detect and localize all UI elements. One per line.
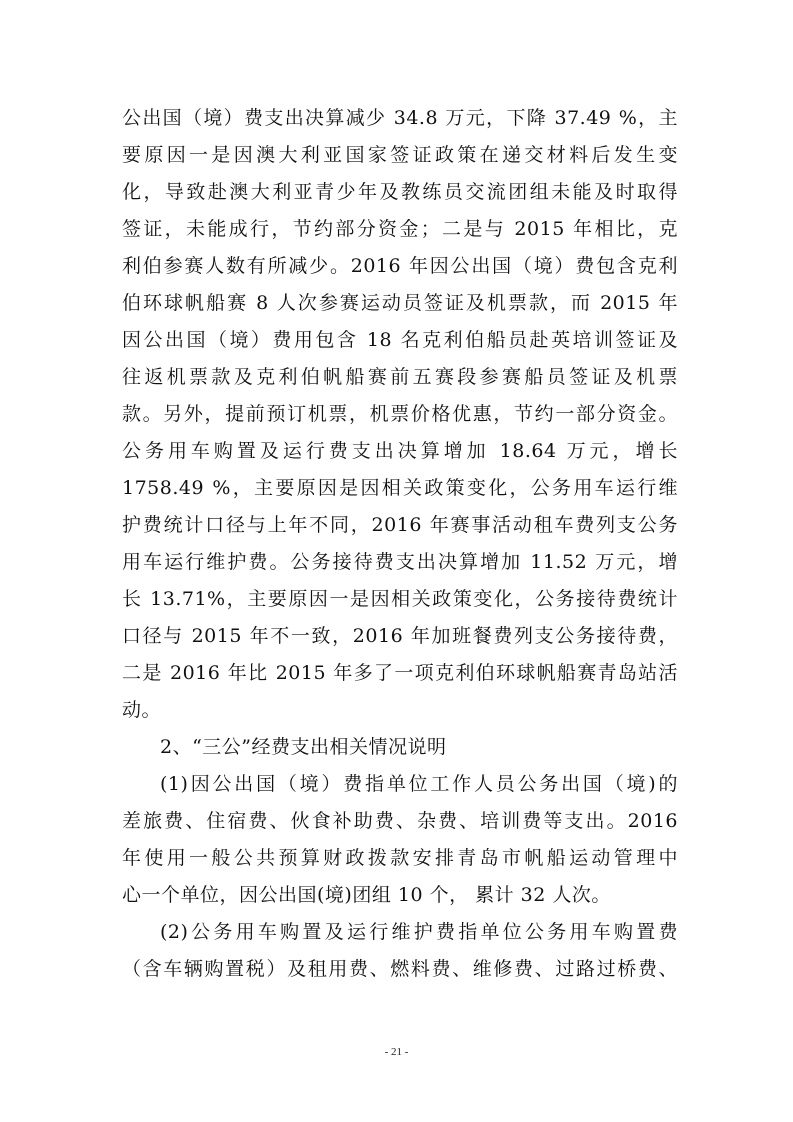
text-line: 1758.49 %，主要原因是因相关政策变化，公务用车运行维 [122,477,678,499]
text-line: （含车辆购置税）及租用费、燃料费、维修费、过路过桥费、 [122,958,678,980]
text-line: 化，导致赴澳大利亚青少年及教练员交流团组未能及时取得 [122,181,678,203]
text-line: 长 13.71%，主要原因一是因相关政策变化，公务接待费统计 [122,588,678,610]
text-line: 要原因一是因澳大利亚国家签证政策在递交材料后发生变 [122,144,678,166]
text-line: 心一个单位，因公出国(境)团组 10 个， 累计 32 人次。 [122,884,611,906]
text-line: 二是 2016 年比 2015 年多了一项克利伯环球帆船赛青岛站活 [122,662,678,684]
text-line: 伯环球帆船赛 8 人次参赛运动员签证及机票款，而 2015 年 [122,292,678,314]
text-line: (1)因公出国（境）费指单位工作人员公务出国（境)的 [160,773,678,795]
text-line: 用车运行维护费。公务接待费支出决算增加 11.52 万元，增 [122,551,678,573]
page-number: - 21 - [384,1046,409,1058]
text-line: 签证，未能成行，节约部分资金；二是与 2015 年相比，克 [122,218,678,240]
text-line: 公务用车购置及运行费支出决算增加 18.64 万元，增长 [122,440,678,462]
text-line: 利伯参赛人数有所减少。2016 年因公出国（境）费包含克利 [122,255,678,277]
text-line: 差旅费、住宿费、伙食补助费、杂费、培训费等支出。2016 [122,810,678,832]
text-line: 动。 [122,699,162,721]
text-line: 因公出国（境）费用包含 18 名克利伯船员赴英培训签证及 [122,329,678,351]
document-body [122,100,678,988]
text-line: 护费统计口径与上年不同，2016 年赛事活动租车费列支公务 [122,514,678,536]
section-heading: 2、“三公”经费支出相关情况说明 [160,736,447,758]
text-line: 往返机票款及克利伯帆船赛前五赛段参赛船员签证及机票 [122,366,678,388]
text-line: (2)公务用车购置及运行维护费指单位公务用车购置费 [160,921,678,943]
text-line: 公出国（境）费支出决算减少 34.8 万元，下降 37.49 %，主 [122,107,678,129]
text-line: 款。另外，提前预订机票，机票价格优惠，节约一部分资金。 [122,403,678,425]
text-line: 年使用一般公共预算财政拨款安排青岛市帆船运动管理中 [122,847,678,869]
text-line: 口径与 2015 年不一致，2016 年加班餐费列支公务接待费， [122,625,678,647]
